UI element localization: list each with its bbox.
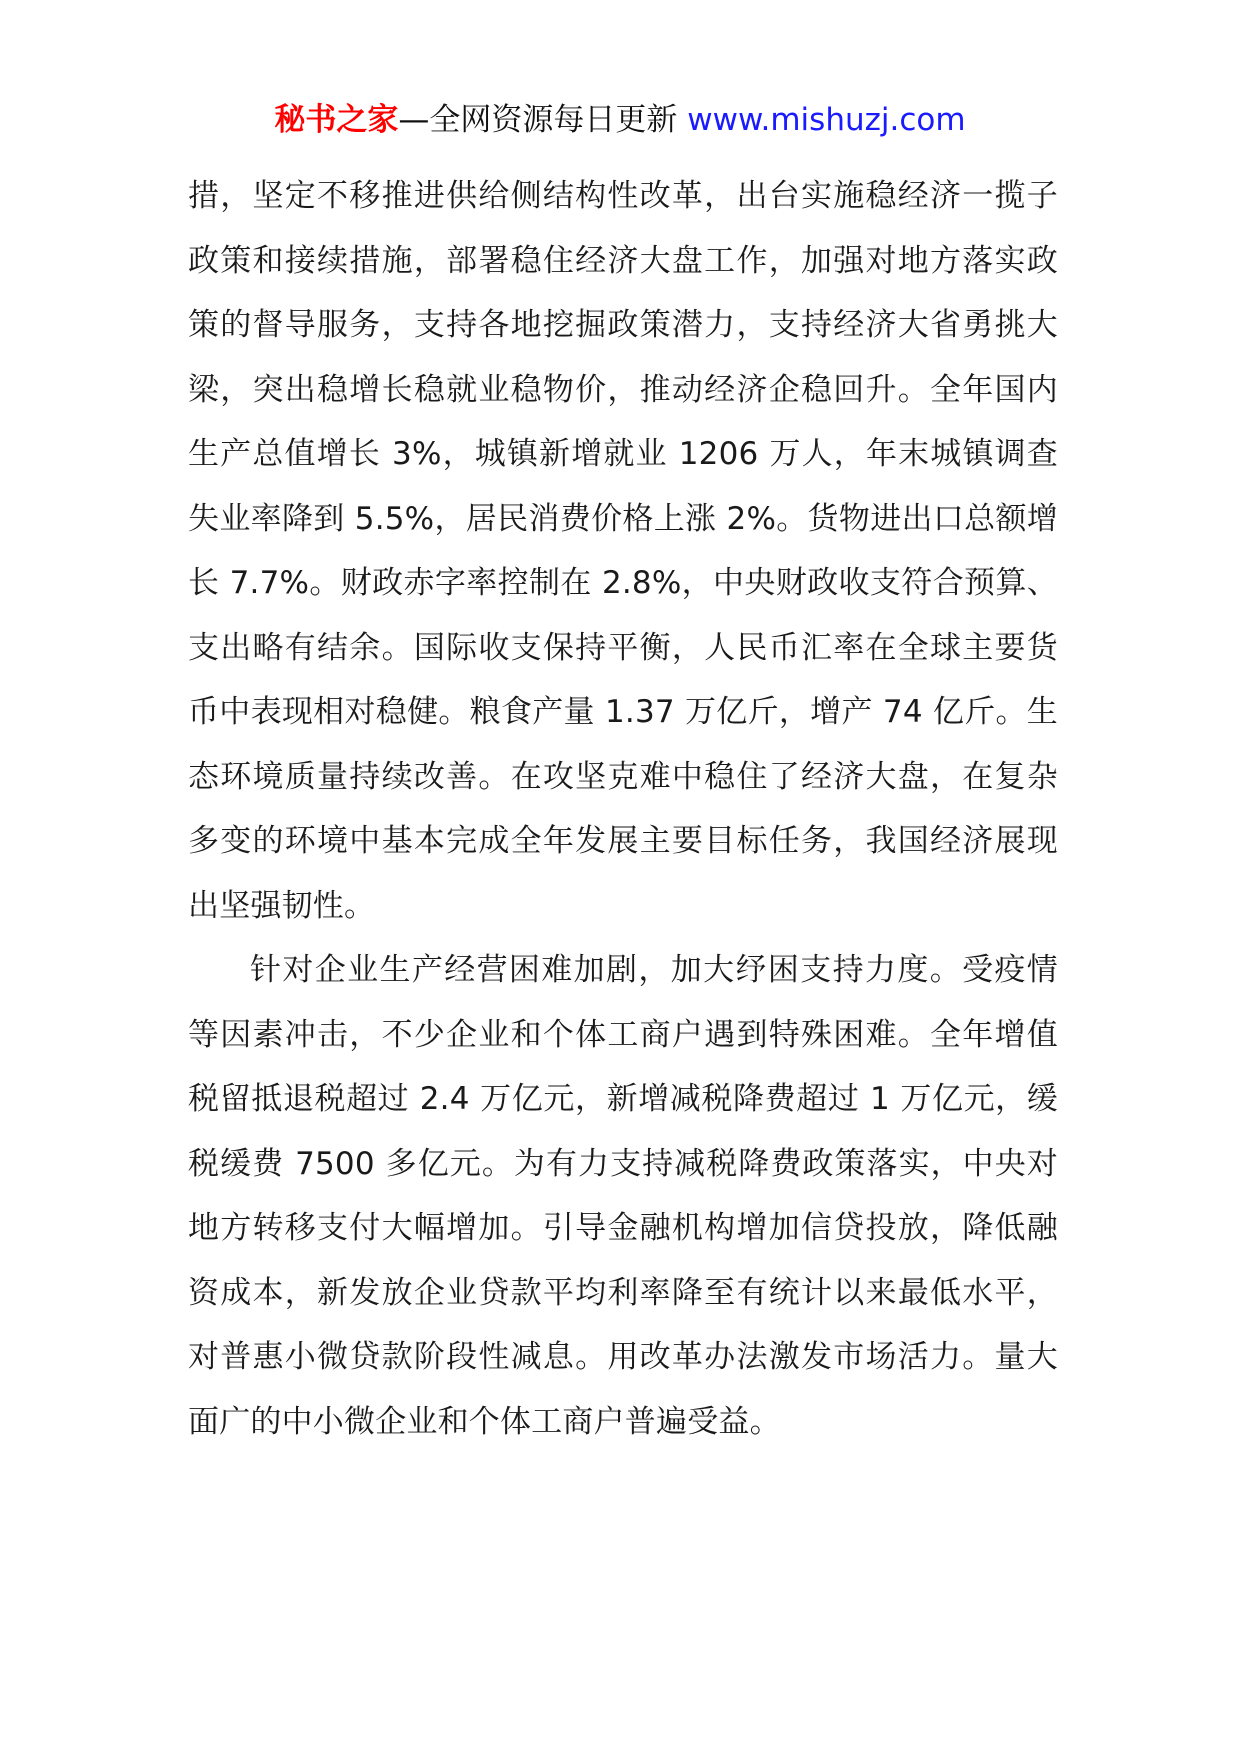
site-url-link[interactable]: www.mishuzj.com xyxy=(687,102,966,138)
site-slogan: —全网资源每日更新 xyxy=(398,102,678,138)
site-header xyxy=(0,100,1240,140)
paragraph-enterprise-relief: 针对企业生产经营困难加剧，加大纾困支持力度。受疫情等因素冲击，不少企业和个体工商户遇到特殊困难。全年增值税留抵退税超过 2.4 万亿元，新增减税降费超过 1 万亿元，缓税缓费 7500 多亿元。为有力支持减税降费政策落实，中央对地方转移支付大幅增加。引导金融机构增加信贷投放，降低融资成本，新发放企业贷款平均利率降至有统计以来最低水平，对普惠小微贷款阶段性减息。用改革办法激发市场活力。量大面广的中小微企业和个体工商户普遍受益。 xyxy=(188,952,1058,1440)
paragraph-economic-stability: 措，坚定不移推进供给侧结构性改革，出台实施稳经济一揽子政策和接续措施，部署稳住经济大盘工作，加强对地方落实政策的督导服务，支持各地挖掘政策潜力，支持经济大省勇挑大梁，突出稳增长稳就业稳物价，推动经济企稳回升。全年国内生产总值增长 3%，城镇新增就业 1206 万人，年末城镇调查失业率降到 5.5%，居民消费价格上涨 2%。货物进出口总额增长 7.7%。财政赤字率控制在 2.8%，中央财政收支符合预算、支出略有结余。国际收支保持平衡，人民币汇率在全球主要货币中表现相对稳健。粮食产量 1.37 万亿斤，增产 74 亿斤。生态环境质量持续改善。在攻坚克难中稳住了经济大盘，在复杂多变的环境中基本完成全年发展主要目标任务，我国经济展现出坚强韧性。 xyxy=(188,178,1058,924)
site-brand: 秘书之家 xyxy=(274,102,399,138)
document-body xyxy=(188,164,1058,1454)
